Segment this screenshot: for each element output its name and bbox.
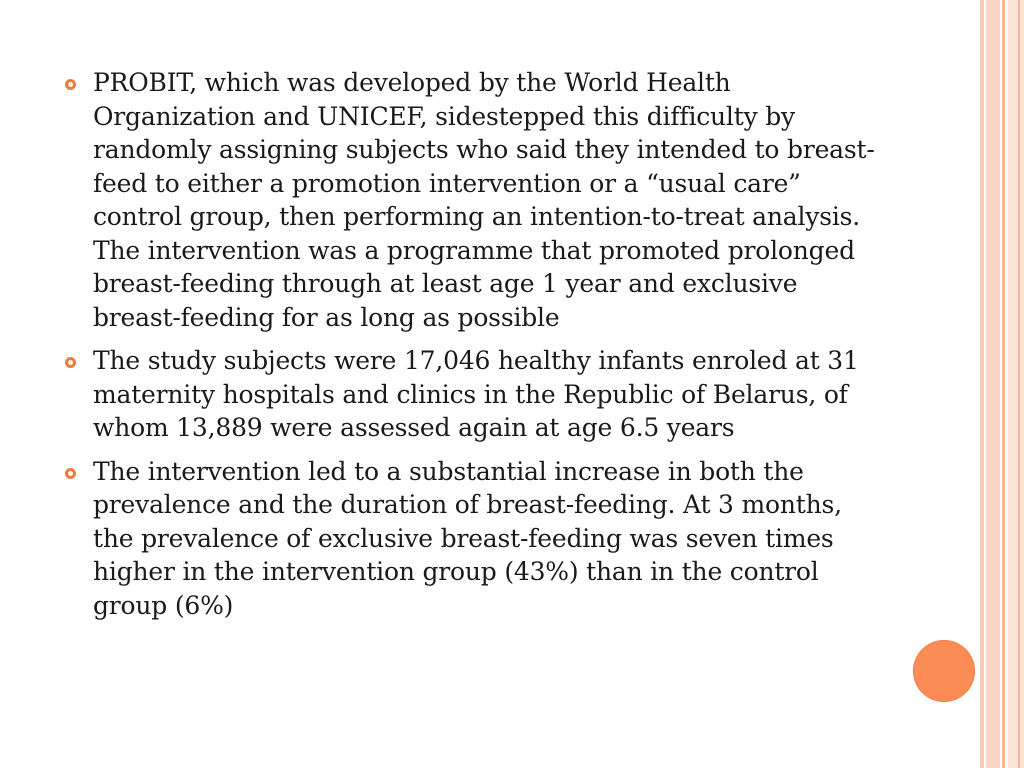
- bullet-text: The study subjects were 17,046 healthy infants enroled at 31 maternity hospitals and clinics in the Republic of Belarus, of whom 13,889 were assessed again at age 6.5 years: [93, 346, 859, 442]
- ring-bullet-icon: [65, 468, 76, 479]
- orange-circle-decoration: [913, 640, 975, 702]
- bullet-text: The intervention led to a substantial increase in both the prevalence and the duration of breast-feeding. At 3 months, the prevalence of exclusive breast-feeding was seven times higher in the intervention group (43%) than in the control group (6%): [93, 456, 842, 620]
- decorative-stripe: [1008, 0, 1024, 768]
- decorative-stripe: [980, 0, 984, 768]
- decorative-stripe: [1002, 0, 1005, 768]
- ring-bullet-icon: [65, 79, 76, 90]
- ring-bullet-icon: [65, 357, 76, 368]
- bullet-text: PROBIT, which was developed by the World Health Organization and UNICEF, sidestepped this difficulty by randomly assigning subjects who said they intended to breast-feed to either a promotion intervention or a “usual care” control group, then performing an intention-to-treat analysis. The intervention was a programme that promoted prolonged breast-feeding through at least age 1 year and exclusive breast-feeding for as long as possible: [93, 68, 875, 332]
- decorative-stripe: [1018, 0, 1020, 768]
- bullet-item: [62, 66, 882, 334]
- bullet-item: [62, 344, 882, 445]
- slide-body: [62, 66, 882, 632]
- bullet-item: [62, 455, 882, 623]
- bullet-list: [62, 66, 882, 622]
- decorative-stripe: [986, 0, 1000, 768]
